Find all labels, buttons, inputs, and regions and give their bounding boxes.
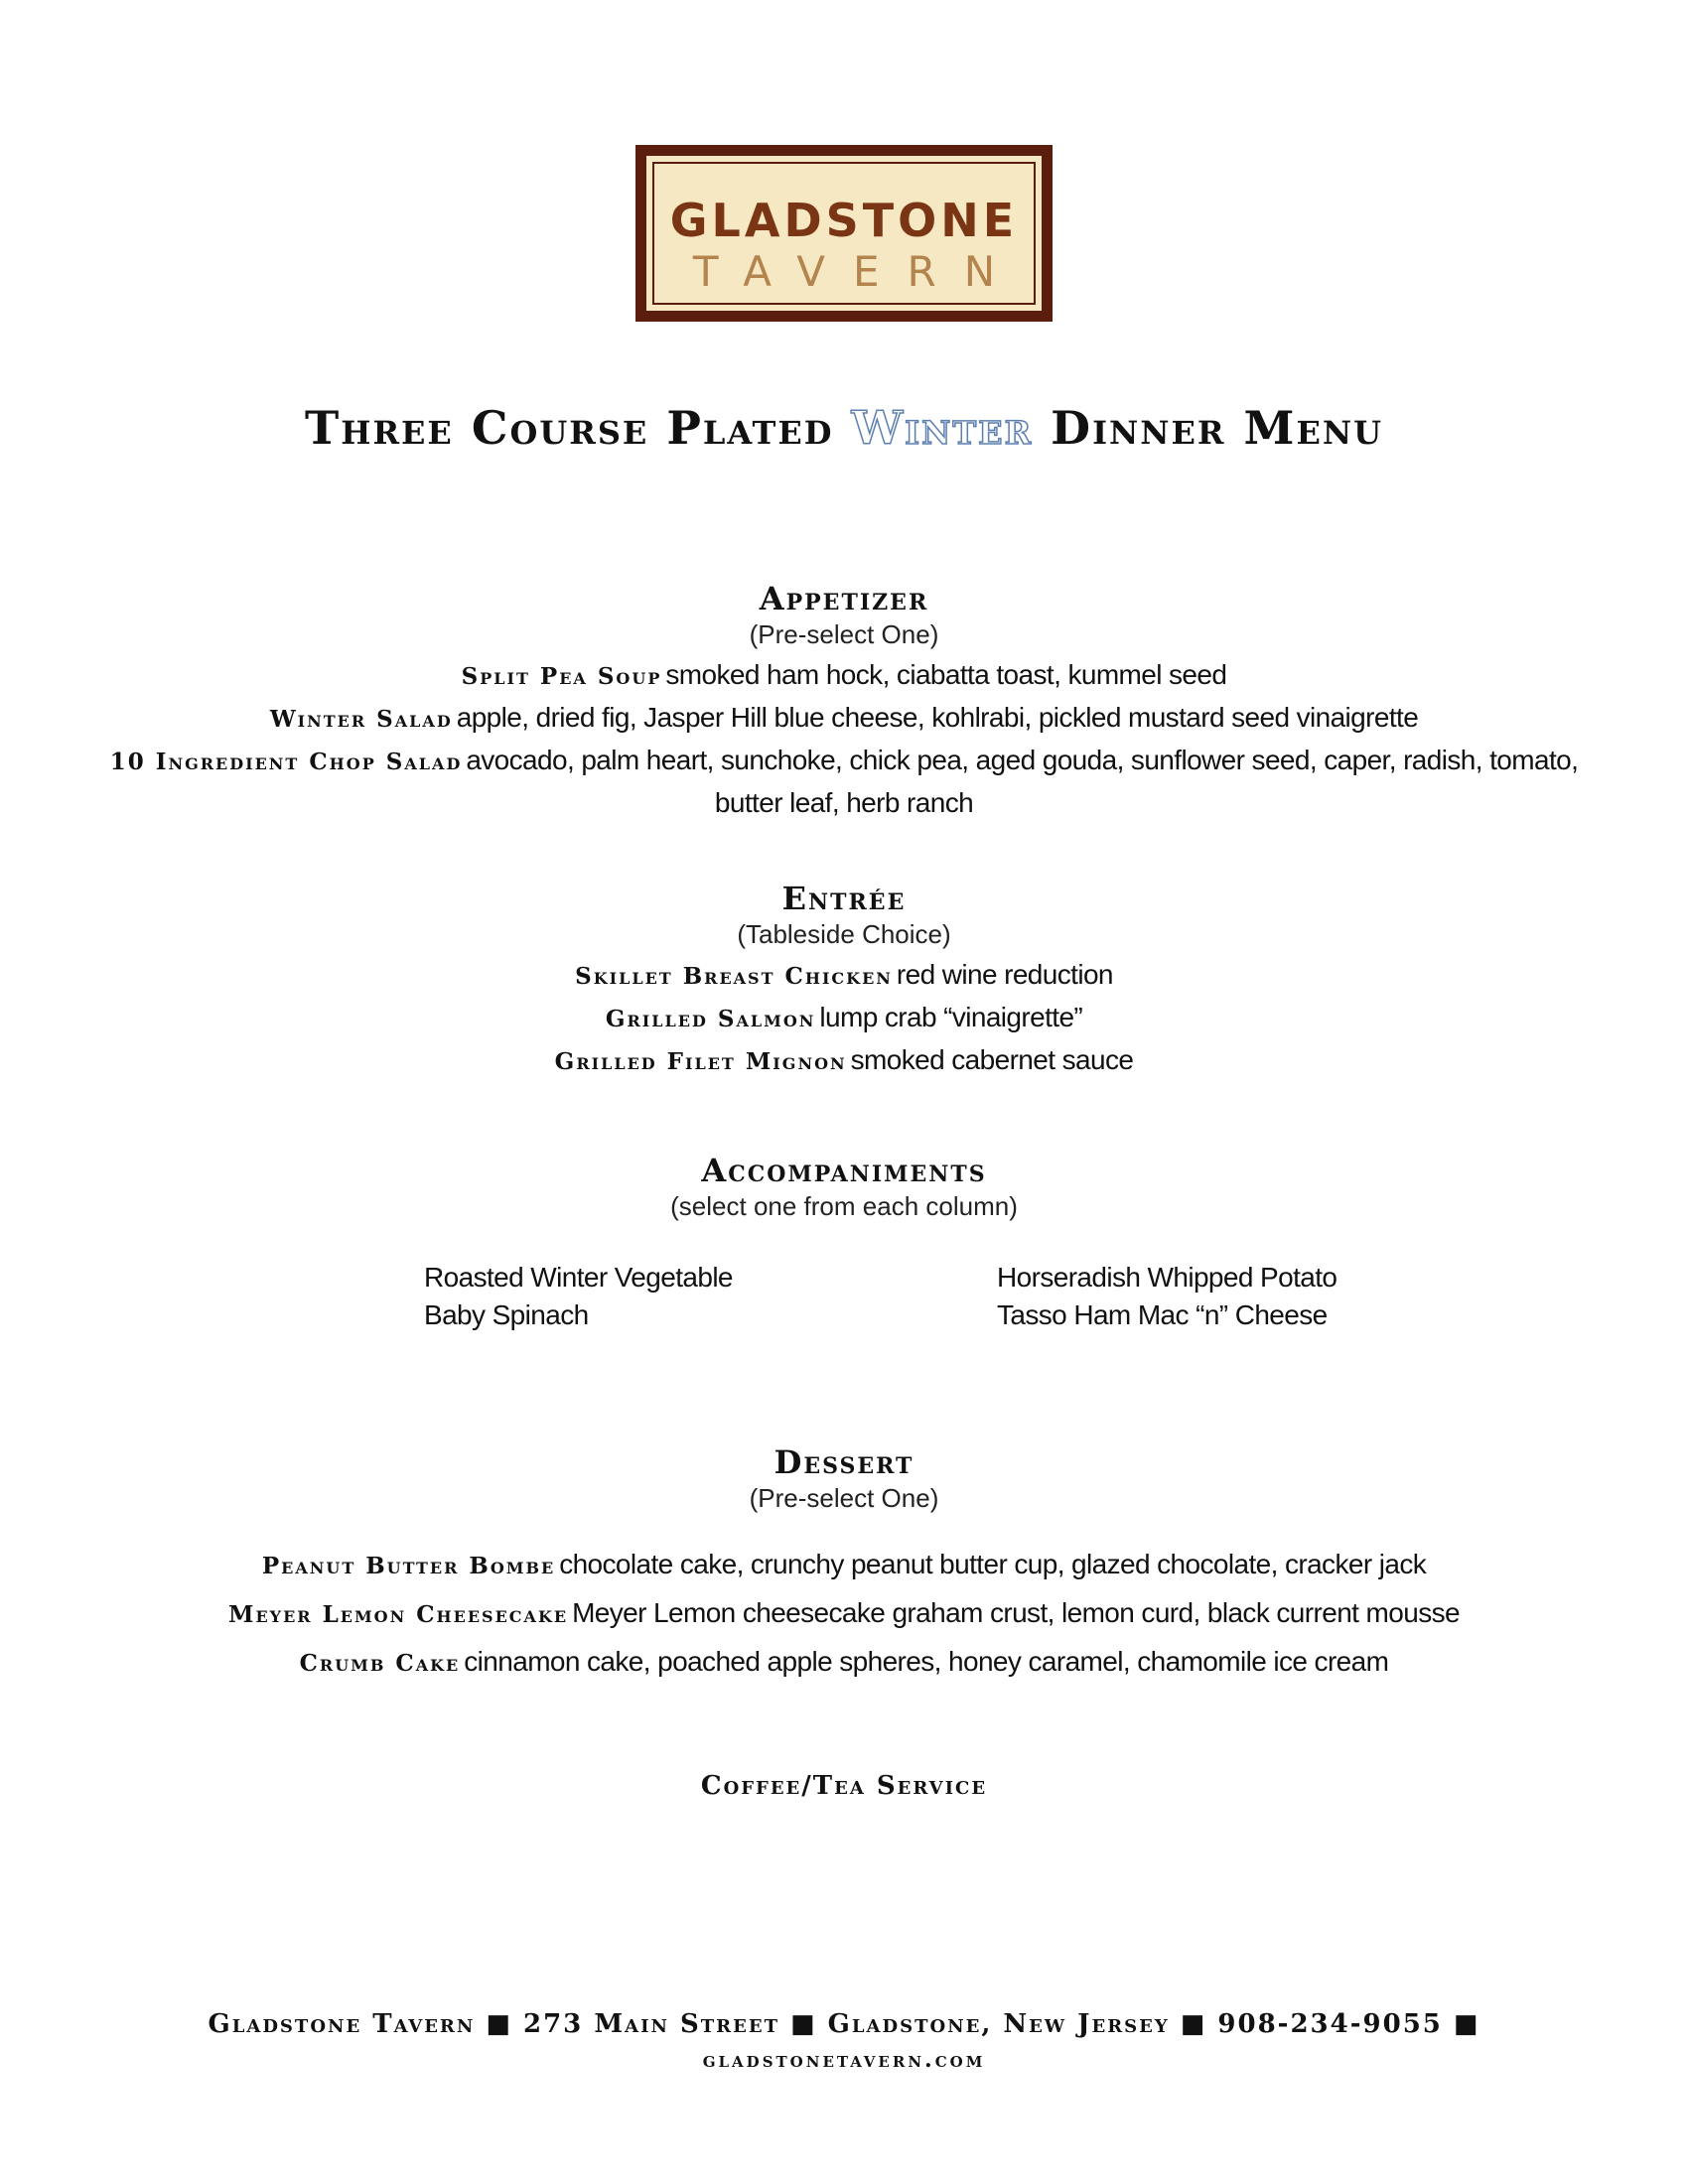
footer-website: gladstonetavern.com: [702, 2047, 986, 2073]
entree-subheading: (Tableside Choice): [737, 919, 951, 949]
dessert-heading: Dessert: [774, 1443, 914, 1481]
entree-heading: Entrée: [781, 880, 907, 917]
accompaniments-subheading: (select one from each column): [670, 1191, 1018, 1221]
item-name: Peanut Butter Bombe: [261, 1553, 556, 1579]
item-name: Grilled Salmon: [605, 1006, 816, 1032]
menu-item: [0, 1646, 1688, 1678]
item-name: Meyer Lemon Cheesecake: [228, 1601, 569, 1628]
item-description: chocolate cake, crunchy peanut butter cup, glazed chocolate, cracker jack: [559, 1549, 1427, 1579]
appetizer-heading: Appetizer: [759, 580, 929, 617]
accompaniment-option: Roasted Winter Vegetable: [424, 1262, 733, 1293]
menu-item-continuation: [0, 787, 1688, 819]
accompaniment-option: Baby Spinach: [424, 1299, 589, 1330]
menu-item: [0, 1044, 1688, 1076]
menu-title: [0, 401, 1688, 455]
menu-item: [0, 702, 1688, 734]
menu-item: [0, 1597, 1688, 1629]
item-description: lump crab “vinaigrette”: [819, 1002, 1083, 1032]
logo-line-2: TAVERN: [692, 247, 1024, 296]
accompaniments-column-2: [997, 1259, 1336, 1334]
accompaniment-option: Tasso Ham Mac “n” Cheese: [997, 1299, 1328, 1330]
title-season: Winter: [851, 401, 1034, 455]
item-description: red wine reduction: [896, 959, 1113, 990]
menu-item: [0, 959, 1688, 991]
appetizer-subheading: (Pre-select One): [749, 619, 939, 649]
item-name: Grilled Filet Mignon: [554, 1048, 847, 1075]
item-name: Split Pea Soup: [461, 663, 662, 690]
item-name: Winter Salad: [269, 706, 453, 733]
item-name: Crumb Cake: [299, 1650, 461, 1677]
menu-item: [0, 1002, 1688, 1033]
item-name: Skillet Breast Chicken: [575, 963, 893, 990]
item-description: apple, dried fig, Jasper Hill blue cheese, kohlrabi, pickled mustard seed vinaigrette: [456, 702, 1419, 733]
item-description: smoked ham hock, ciabatta toast, kummel seed: [665, 659, 1227, 690]
logo-line-1: GLADSTONE: [669, 194, 1019, 247]
menu-item: [0, 1549, 1688, 1580]
item-description: avocado, palm heart, sunchoke, chick pea, aged gouda, sunflower seed, caper, radish, tomato,: [466, 745, 1579, 775]
accompaniments-heading: Accompaniments: [701, 1152, 987, 1189]
title-suffix: Dinner Menu: [1033, 401, 1384, 455]
accompaniment-option: Horseradish Whipped Potato: [997, 1262, 1337, 1293]
logo-inner-frame: [643, 153, 1045, 314]
item-description: Meyer Lemon cheesecake graham crust, lemon curd, black current mousse: [572, 1597, 1460, 1628]
item-name: 10 Ingredient Chop Salad: [109, 749, 463, 775]
item-description: smoked cabernet sauce: [850, 1044, 1134, 1075]
menu-item: [0, 745, 1688, 776]
menu-item: [0, 659, 1688, 691]
footer-address: Gladstone Tavern ■ 273 Main Street ■ Gladstone, New Jersey ■ 908-234-9055 ■: [208, 2009, 1480, 2039]
coffee-tea-service: Coffee/Tea Service: [700, 1771, 988, 1801]
item-description: cinnamon cake, poached apple spheres, honey caramel, chamomile ice cream: [464, 1646, 1389, 1677]
dessert-subheading: (Pre-select One): [749, 1483, 939, 1513]
item-description: butter leaf, herb ranch: [714, 787, 974, 818]
title-prefix: Three Course Plated: [304, 401, 852, 455]
accompaniments-column-1: [424, 1259, 733, 1334]
restaurant-logo: [635, 145, 1053, 322]
